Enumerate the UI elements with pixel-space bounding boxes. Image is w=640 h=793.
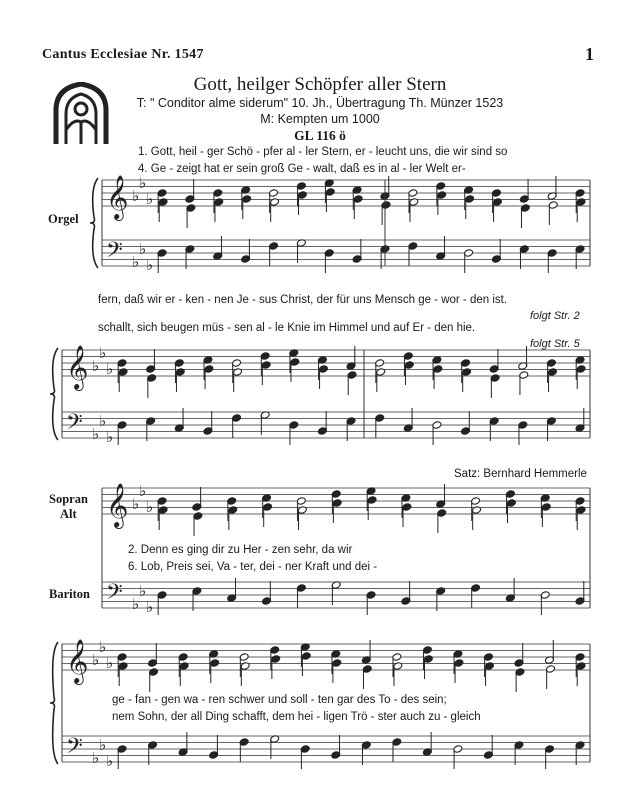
hymn-title: Gott, heilger Schöpfer aller Stern — [193, 74, 447, 95]
instrument-label-organ: Orgel — [48, 212, 79, 226]
flat-sign-icon: ♭ — [92, 425, 100, 443]
bass-clef-icon: 𝄢 — [66, 734, 83, 764]
bass-clef-icon: 𝄢 — [66, 410, 83, 440]
staff-brace — [50, 642, 58, 764]
lyrics-verse-6: 6. Lob, Preis sei, Va - ter, dei - ner Kraft und dei - — [128, 561, 378, 573]
lyrics-verse-2: 2. Denn es ging dir zu Her - zen sehr, da wir — [128, 544, 353, 556]
collection-title: Cantus Ecclesiae Nr. 1547 — [42, 47, 204, 62]
flat-sign-icon: ♭ — [99, 638, 107, 656]
treble-clef-icon: 𝄞 — [106, 483, 129, 527]
flat-sign-icon: ♭ — [99, 344, 107, 362]
flat-sign-icon: ♭ — [92, 357, 100, 375]
flat-sign-icon: ♭ — [132, 253, 140, 271]
treble-clef-icon: 𝄞 — [66, 345, 89, 389]
flat-sign-icon: ♭ — [146, 498, 154, 516]
arranger-credit: Satz: Bernhard Hemmerle — [454, 468, 587, 480]
flat-sign-icon: ♭ — [92, 651, 100, 669]
flat-sign-icon: ♭ — [146, 190, 154, 208]
continue-note-1: folgt Str. 2 — [530, 310, 580, 322]
treble-clef-icon: 𝄞 — [66, 639, 89, 683]
flat-sign-icon: ♭ — [106, 360, 114, 378]
lyrics-verse-4: 4. Ge - zeigt hat er sein groß Ge - walt, daß es in al - ler Welt er- — [138, 163, 466, 175]
flat-sign-icon: ♭ — [139, 240, 147, 258]
flat-sign-icon: ♭ — [92, 749, 100, 767]
flat-sign-icon: ♭ — [132, 495, 140, 513]
flat-sign-icon: ♭ — [139, 482, 147, 500]
flat-sign-icon: ♭ — [146, 256, 154, 274]
lyrics-verse-1: 1. Gott, heil - ger Schö - pfer al - ler Stern, er - leucht uns, die wir sind so — [138, 146, 508, 158]
text-credit: T: " Conditor alme siderum" 10. Jh., Übertragung Th. Münzer 1523 — [136, 96, 504, 110]
lyrics-verse-1-cont: fern, daß wir er - ken - nen Je - sus Christ, der für uns Mensch ge - wor - den ist. — [98, 294, 508, 306]
melody-credit: M: Kempten um 1000 — [260, 112, 380, 126]
flat-sign-icon: ♭ — [139, 582, 147, 600]
voice-label-baritone: Bariton — [49, 587, 90, 601]
staff-brace — [50, 348, 58, 440]
treble-clef-icon: 𝄞 — [106, 175, 129, 219]
flat-sign-icon: ♭ — [99, 412, 107, 430]
flat-sign-icon: ♭ — [99, 736, 107, 754]
flat-sign-icon: ♭ — [106, 752, 114, 770]
lyrics-verse-2-cont: ge - fan - gen wa - ren schwer und soll - ten gar des To - des sein; — [112, 694, 447, 706]
staff-brace — [90, 178, 98, 268]
continue-note-2: folgt Str. 5 — [530, 338, 580, 350]
flat-sign-icon: ♭ — [132, 595, 140, 613]
bass-clef-icon: 𝄢 — [106, 238, 123, 268]
flat-sign-icon: ♭ — [106, 654, 114, 672]
flat-sign-icon: ♭ — [132, 187, 140, 205]
bass-clef-icon: 𝄢 — [106, 580, 123, 610]
lyrics-verse-6-cont: nem Sohn, der all Ding schafft, dem hei - ligen Trö - ster auch zu - gleich — [112, 711, 481, 723]
flat-sign-icon: ♭ — [146, 598, 154, 616]
page-number: 1 — [585, 44, 594, 64]
flat-sign-icon: ♭ — [139, 174, 147, 192]
lyrics-verse-4-cont: schallt, sich beugen müs - sen al - le Knie im Himmel und auf Er - den hie. — [98, 322, 476, 334]
flat-sign-icon: ♭ — [106, 428, 114, 446]
gotteslob-number: GL 116 ö — [294, 128, 346, 143]
voice-label-soprano: Sopran — [49, 492, 88, 506]
voice-label-alto: Alt — [60, 507, 77, 521]
